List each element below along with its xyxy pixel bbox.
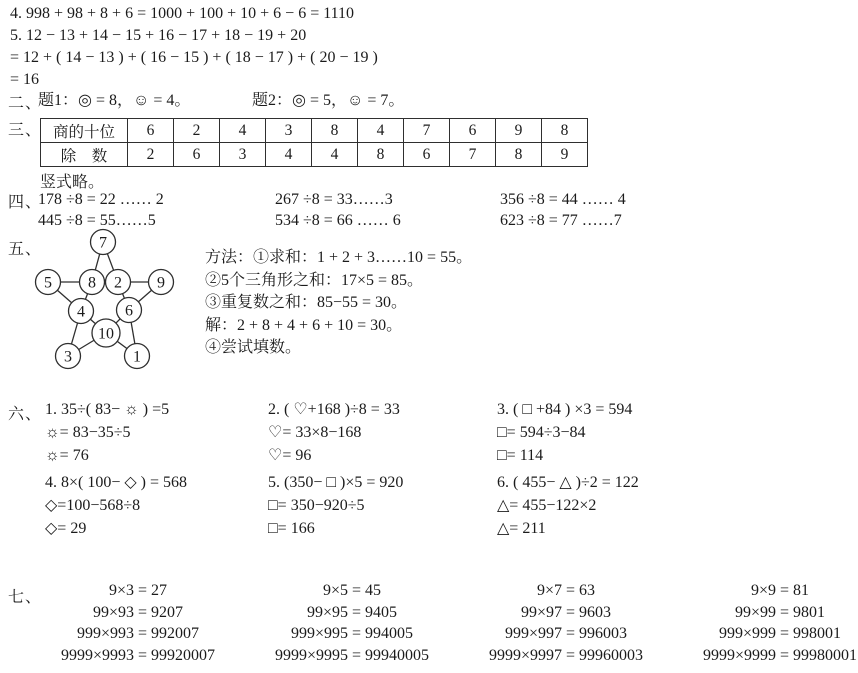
pattern-equation: 999×995 = 994005 [290, 625, 414, 643]
equation-line: 1. 35÷( 83− ☼ ) =5 [45, 401, 170, 418]
star-node-value: 10 [98, 325, 114, 343]
table-cell: 4 [312, 143, 358, 167]
pattern-equation: 999×997 = 996003 [504, 625, 628, 643]
top-answers-block [10, 3, 378, 91]
vertical-form-note: 竖式略。 [40, 174, 105, 191]
answer-line: = 16 [10, 71, 40, 88]
division-equation: 178 ÷8 = 22 …… 2 [38, 191, 164, 208]
star-node-value: 2 [114, 274, 122, 292]
star-number-diagram [25, 228, 185, 378]
division-equation: 445 ÷8 = 55……5 [38, 212, 156, 229]
star-node-value: 8 [88, 274, 96, 292]
pattern-column [672, 580, 858, 666]
method-line: ②5个三角形之和：17×5 = 85。 [205, 271, 424, 289]
method-line: 解：2 + 8 + 4 + 6 + 10 = 30。 [205, 316, 403, 334]
table-cell: 8 [542, 119, 588, 143]
pattern-equation: 999×999 = 998001 [718, 625, 842, 643]
equation-line: ♡= 96 [268, 446, 312, 464]
equation-line: □= 350−920÷5 [268, 496, 365, 514]
table-cell: 6 [174, 143, 220, 167]
star-node-value: 7 [99, 234, 107, 252]
pattern-column [458, 580, 674, 666]
equation-line: ☼= 83−35÷5 [45, 423, 131, 441]
equation-line: 2. ( ♡+168 )÷8 = 33 [268, 401, 400, 418]
equation-line: □= 166 [268, 519, 315, 537]
section-two-label: 二、 [8, 95, 43, 112]
table-cell: 6 [128, 119, 174, 143]
pattern-equation: 9999×9999 = 99980001 [702, 646, 858, 664]
table-cell: 4 [358, 119, 404, 143]
answer-line: 5. 12 − 13 + 14 − 15 + 16 − 17 + 18 − 19 + 20 [10, 27, 307, 44]
table-cell: 7 [450, 143, 496, 167]
method-line: ④尝试填数。 [205, 339, 302, 356]
table-cell: 8 [496, 143, 542, 167]
star-node-value: 6 [125, 302, 133, 320]
equation-line: △= 455−122×2 [497, 496, 597, 514]
equation-line: 6. ( 455− △ )÷2 = 122 [497, 474, 639, 491]
solve-symbol-item [45, 472, 187, 540]
method-line: ③重复数之和：85−55 = 30。 [205, 294, 408, 311]
pattern-equation: 9×9 = 81 [750, 582, 810, 599]
star-node-value: 5 [44, 274, 52, 292]
answer-line: = 12 + ( 14 − 13 ) + ( 16 − 15 ) + ( 18 − 17 ) + ( 20 − 19 ) [10, 49, 378, 66]
table-cell: 8 [312, 119, 358, 143]
table-cell: 9 [542, 143, 588, 167]
equation-line: 5. (350− □ )×5 = 920 [268, 474, 404, 491]
solve-symbol-item [497, 472, 639, 540]
pattern-equation: 99×97 = 9603 [520, 603, 612, 621]
pattern-equation: 9×7 = 63 [536, 582, 596, 599]
equation-line: ◇=100−568÷8 [45, 496, 141, 514]
table-cell: 6 [404, 143, 450, 167]
pattern-column [30, 580, 246, 666]
table-cell: 9 [496, 119, 542, 143]
division-equation: 623 ÷8 = 77 ……7 [500, 212, 622, 229]
star-node-value: 4 [77, 303, 85, 321]
table-cell: 2 [128, 143, 174, 167]
equation-line: □= 114 [497, 446, 544, 464]
table-cell: 6 [450, 119, 496, 143]
equation-line: 3. ( □ +84 ) ×3 = 594 [497, 401, 633, 418]
section-six-label: 六、 [8, 406, 43, 423]
division-answer-table [40, 118, 588, 167]
row-header: 除 数 [41, 143, 128, 167]
star-node-value: 3 [64, 348, 72, 366]
method-line: 方法：①求和：1 + 2 + 3……10 = 55。 [205, 249, 473, 266]
section-two-answer-1: 题1：◎ = 8，☺ = 4。 [38, 92, 191, 109]
solve-symbol-item [45, 399, 169, 467]
equation-line: ◇= 29 [45, 519, 87, 537]
division-equation: 534 ÷8 = 66 …… 6 [275, 212, 401, 229]
table-cell: 3 [220, 143, 266, 167]
table-cell: 7 [404, 119, 450, 143]
solve-symbol-item [497, 399, 632, 467]
row-header: 商的十位 [41, 119, 128, 143]
table-cell: 3 [266, 119, 312, 143]
section-two-answer-2: 题2：◎ = 5，☺ = 7。 [252, 92, 405, 109]
table-cell: 2 [174, 119, 220, 143]
equation-line: ♡= 33×8−168 [268, 423, 362, 441]
equation-line: △= 211 [497, 519, 546, 537]
division-equation: 267 ÷8 = 33……3 [275, 191, 393, 208]
table-cell: 4 [220, 119, 266, 143]
solve-symbol-item [268, 399, 400, 467]
table-cell: 4 [266, 143, 312, 167]
pattern-column [244, 580, 460, 666]
star-node-value: 1 [133, 348, 141, 366]
answer-line: 4. 998 + 98 + 8 + 6 = 1000 + 100 + 10 + 6 − 6 = 1110 [10, 5, 355, 22]
division-equation: 356 ÷8 = 44 …… 4 [500, 191, 626, 208]
section-three-label: 三、 [8, 122, 43, 139]
pattern-equation: 99×99 = 9801 [734, 603, 826, 621]
pattern-equation: 99×95 = 9405 [306, 603, 398, 621]
equation-line: ☼= 76 [45, 446, 89, 464]
pattern-equation: 999×993 = 992007 [76, 625, 200, 643]
section-seven-label: 七、 [8, 589, 43, 606]
solve-symbol-item [268, 472, 403, 540]
equation-line: 4. 8×( 100− ◇ ) = 568 [45, 474, 188, 491]
pattern-equation: 99×93 = 9207 [92, 603, 184, 621]
method-explanation-block [205, 247, 472, 360]
equation-line: □= 594÷3−84 [497, 423, 586, 441]
section-four-label: 四、 [8, 194, 43, 211]
pattern-equation: 9×3 = 27 [108, 582, 168, 599]
table-cell: 8 [358, 143, 404, 167]
pattern-equation: 9×5 = 45 [322, 582, 382, 599]
table-row [41, 143, 588, 167]
pattern-equation: 9999×9995 = 99940005 [274, 646, 430, 664]
pattern-equation: 9999×9997 = 99960003 [488, 646, 644, 664]
table-row [41, 119, 588, 143]
pattern-equation: 9999×9993 = 99920007 [60, 646, 216, 664]
star-node-value: 9 [157, 274, 165, 292]
section-five-label: 五、 [8, 241, 43, 258]
